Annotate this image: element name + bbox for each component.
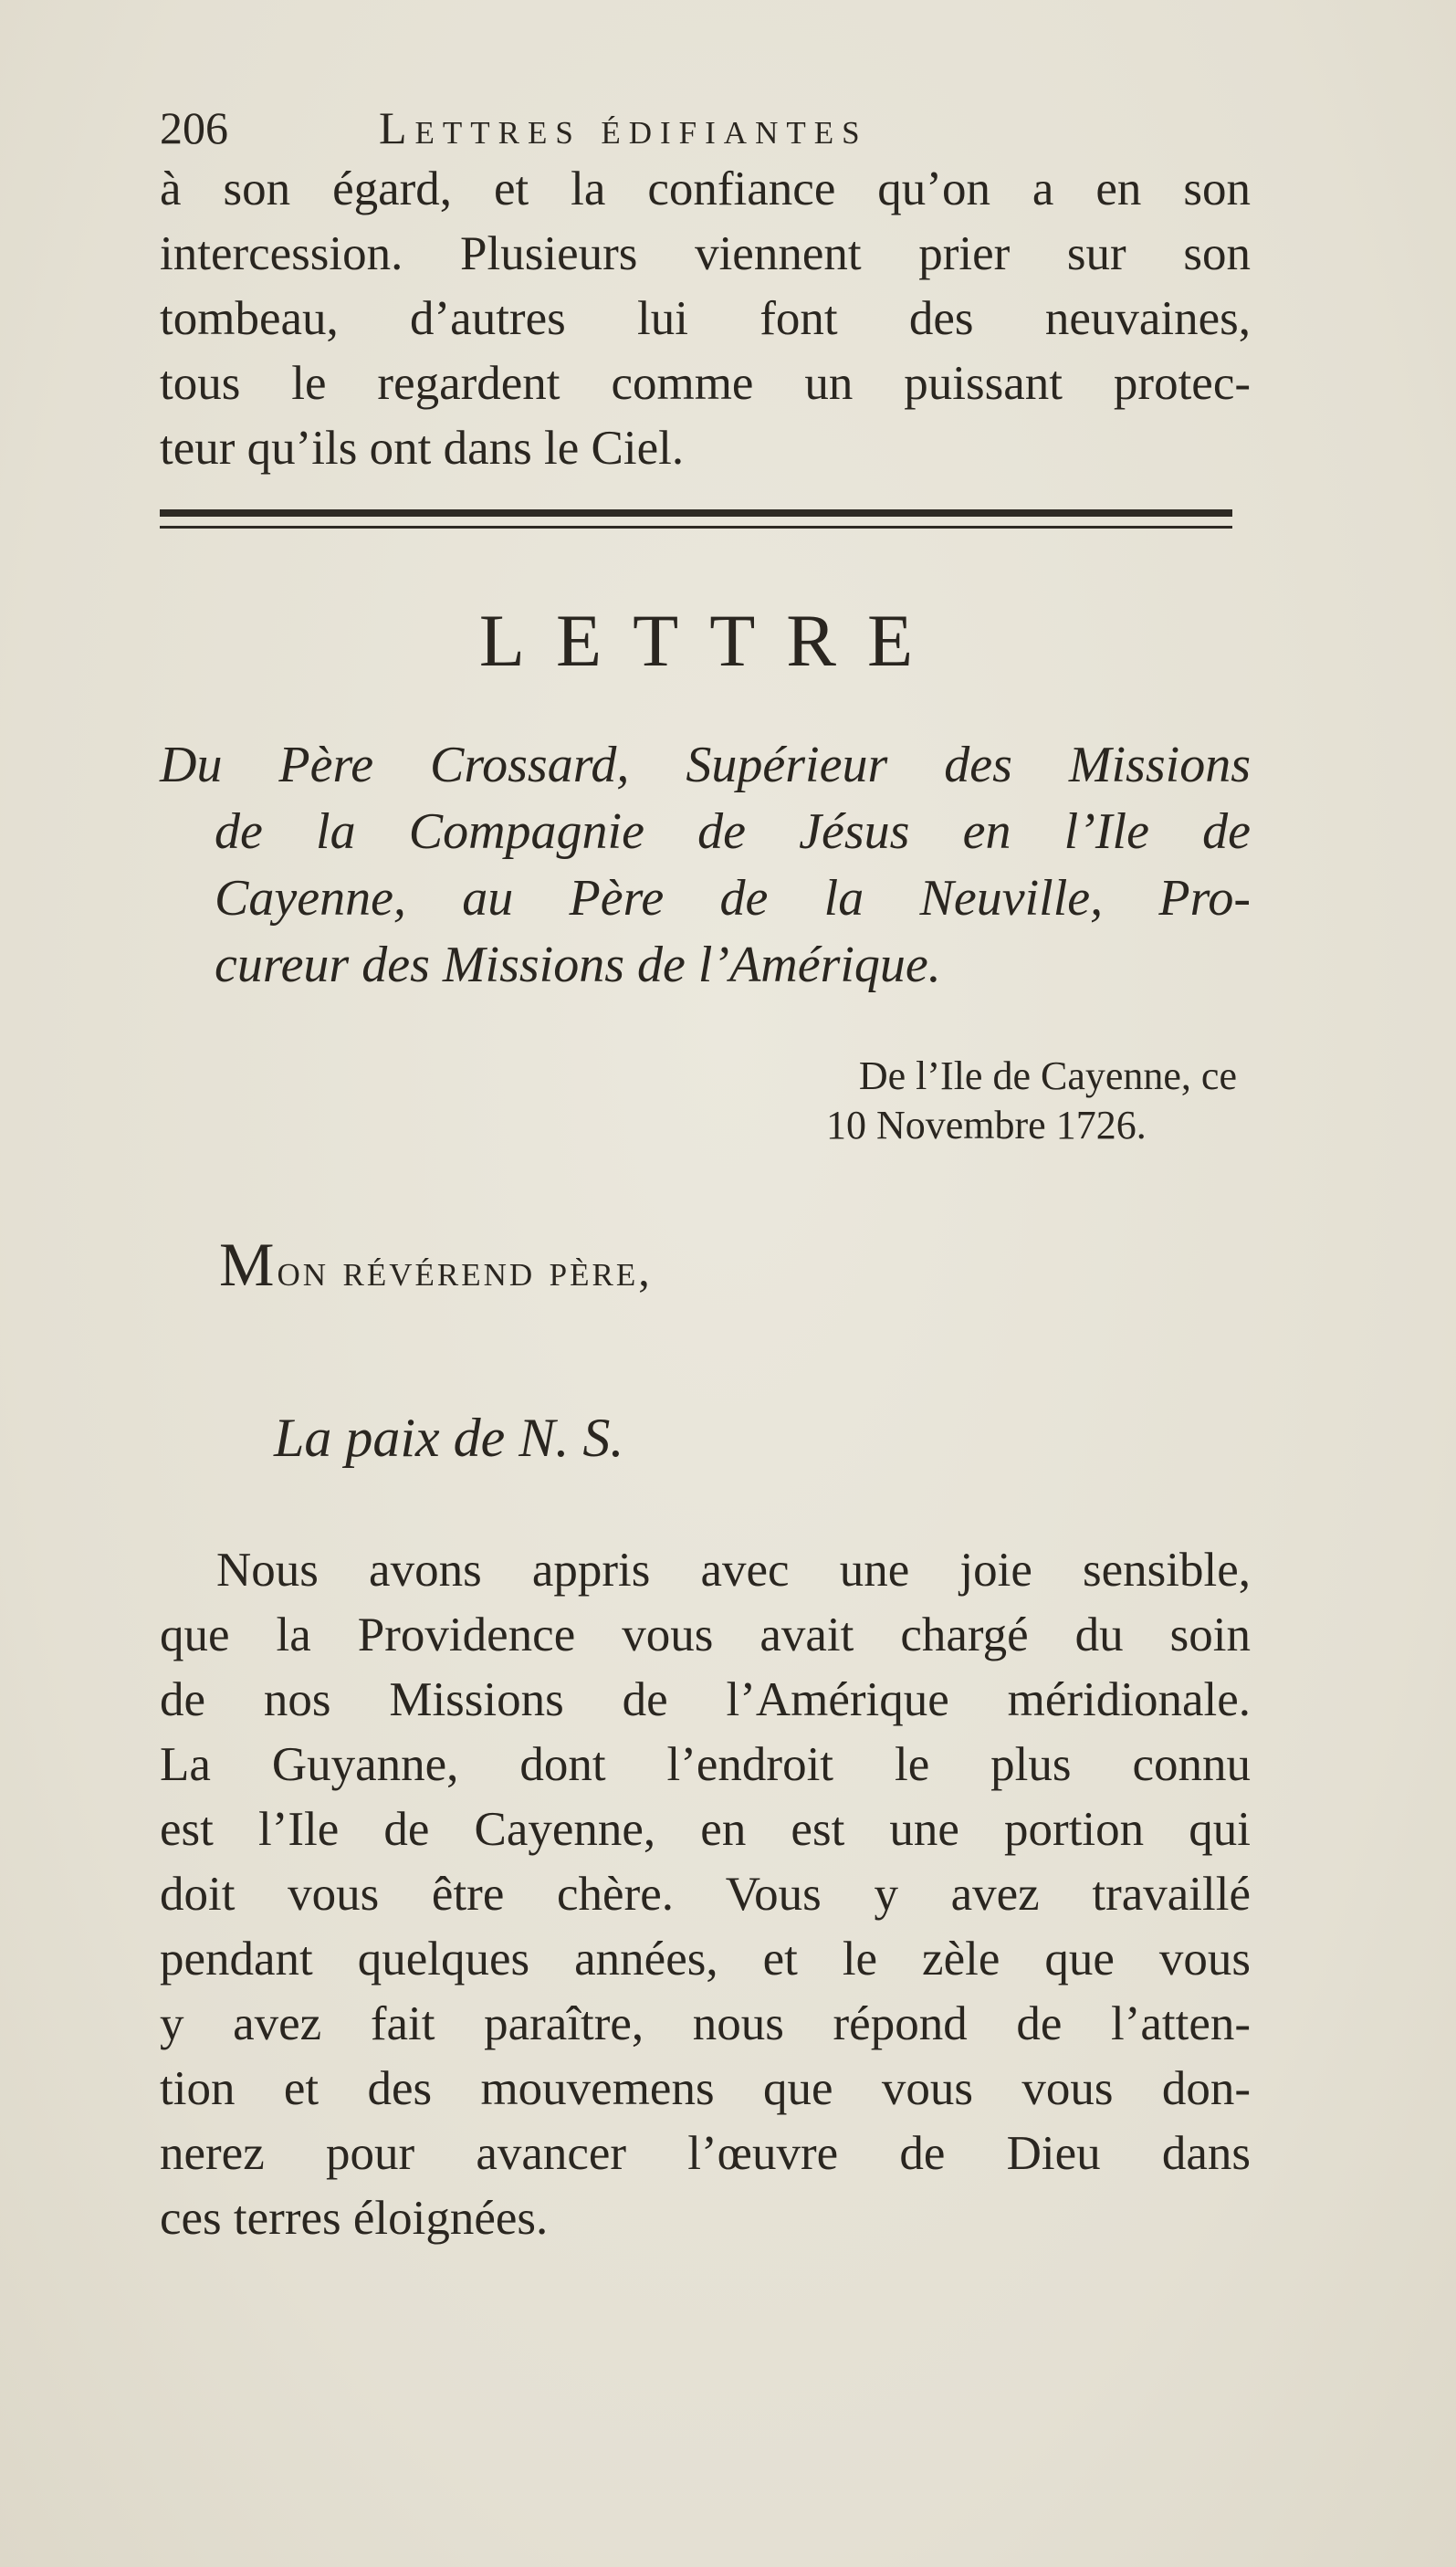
peace-greeting: La paix de N. S. [274,1408,624,1468]
intro-line: intercession. Plusieurs viennent prier sur son [160,227,1251,280]
body-line: ces terres éloignées. [160,2192,549,2245]
section-divider-thick [160,509,1232,517]
salutation [219,1228,653,1306]
subtitle-line: de la Compagnie de Jésus en l’Ile de [215,803,1251,860]
body-line: y avez fait paraître, nous répond de l’atten- [160,1997,1251,2050]
salutation-text: on révérend père, [277,1244,653,1295]
letter-subtitle [160,732,1251,999]
salutation-initial: M [219,1230,278,1299]
subtitle-line: Cayenne, au Père de la Neuville, Pro- [215,870,1251,927]
body-line: que la Providence vous avait chargé du soin [160,1608,1251,1661]
section-divider-thin [160,526,1232,529]
body-line: tion et des mouvemens que vous vous don- [160,2062,1251,2115]
body-line: de nos Missions de l’Amérique méridionale. [160,1673,1251,1726]
letter-body [160,1538,1251,2251]
intro-line: teur qu’ils ont dans le Ciel. [160,422,685,475]
body-line: nerez pour avancer l’œuvre de Dieu dans [160,2127,1251,2180]
subtitle-line: Du Père Crossard, Supérieur des Missions [160,737,1251,793]
running-title: Lettres édifiantes [379,102,868,153]
intro-line: tous le regardent comme un puissant protec- [160,357,1251,410]
intro-line: à son égard, et la confiance qu’on a en son [160,162,1251,215]
dateline-place: De l’Ile de Cayenne, ce [858,1053,1237,1098]
running-header [160,100,1255,155]
subtitle-line: cureur des Missions de l’Amérique. [215,937,941,993]
body-line: doit vous être chère. Vous y avez travaillé [160,1868,1251,1921]
intro-line: tombeau, d’autres lui font des neuvaines, [160,292,1251,345]
dateline [780,1052,1237,1150]
body-line: La Guyanne, dont l’endroit le plus connu [160,1738,1251,1791]
letter-title: LETTRE [478,599,945,682]
intro-paragraph [160,157,1251,481]
body-line: Nous avons appris avec une joie sensible, [216,1544,1251,1597]
body-line: est l’Ile de Cayenne, en est une portion qui [160,1803,1251,1856]
page-number: 206 [160,102,228,153]
dateline-date: 10 Novembre 1726. [826,1103,1147,1147]
body-line: pendant quelques années, et le zèle que vous [160,1933,1251,1985]
